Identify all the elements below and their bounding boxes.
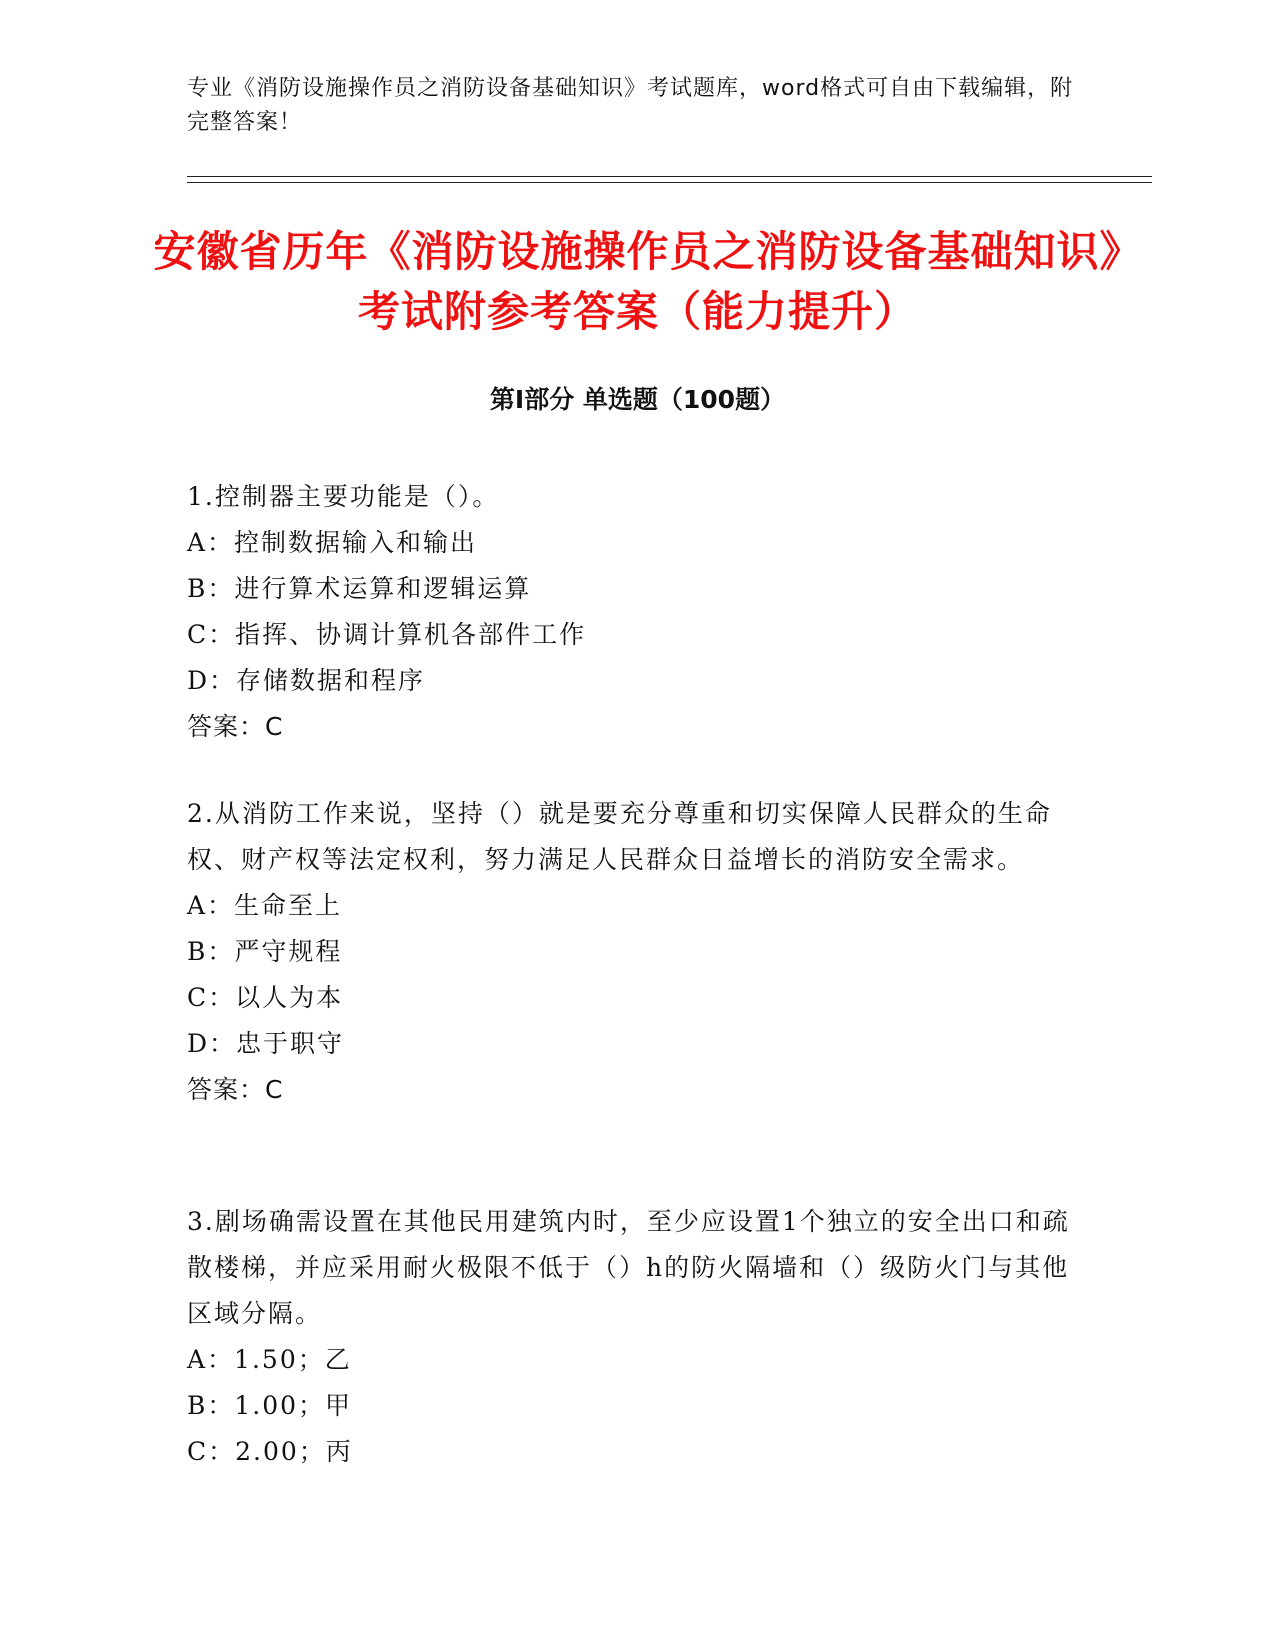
question-3 bbox=[187, 1199, 1087, 1475]
question-1 bbox=[187, 474, 1087, 750]
document-title: 安徽省历年《消防设施操作员之消防设备基础知识》考试附参考答案（能力提升） bbox=[153, 227, 1122, 336]
option-b: B：进行算术运算和逻辑运算 bbox=[187, 574, 532, 603]
option-b: B：严守规程 bbox=[187, 937, 343, 966]
question-stem: 2.从消防工作来说，坚持（）就是要充分尊重和切实保障人民群众的生命权、财产权等法定权利，努力满足人民群众日益增长的消防安全需求。 bbox=[187, 799, 1052, 874]
option-a: A：生命至上 bbox=[187, 891, 343, 920]
option-d: D：忠于职守 bbox=[187, 1029, 345, 1058]
header-note: 专业《消防设施操作员之消防设备基础知识》考试题库，word格式可自由下载编辑，附完整答案！ bbox=[187, 76, 1074, 135]
option-b: B：1.00；甲 bbox=[187, 1391, 353, 1420]
question-2 bbox=[187, 791, 1087, 1113]
option-c: C：以人为本 bbox=[187, 983, 344, 1012]
section-title: 第Ⅰ部分 单选题（100题） bbox=[489, 385, 786, 414]
option-d: D：存储数据和程序 bbox=[187, 666, 426, 695]
option-a: A：控制数据输入和输出 bbox=[187, 528, 478, 557]
option-a: A：1.50；乙 bbox=[187, 1345, 352, 1374]
question-stem: 1.控制器主要功能是（）。 bbox=[187, 482, 500, 511]
option-c: C：2.00；丙 bbox=[187, 1437, 353, 1466]
header-divider-bottom bbox=[187, 182, 1152, 183]
header-divider-top bbox=[187, 176, 1152, 177]
answer-line: 答案：C bbox=[187, 712, 284, 741]
option-c: C：指挥、协调计算机各部件工作 bbox=[187, 620, 587, 649]
answer-line: 答案：C bbox=[187, 1075, 284, 1104]
question-stem: 3.剧场确需设置在其他民用建筑内时，至少应设置1个独立的安全出口和疏散楼梯，并应采用耐火极限不低于（）h的防火隔墙和（）级防火门与其他区域分隔。 bbox=[187, 1207, 1070, 1328]
